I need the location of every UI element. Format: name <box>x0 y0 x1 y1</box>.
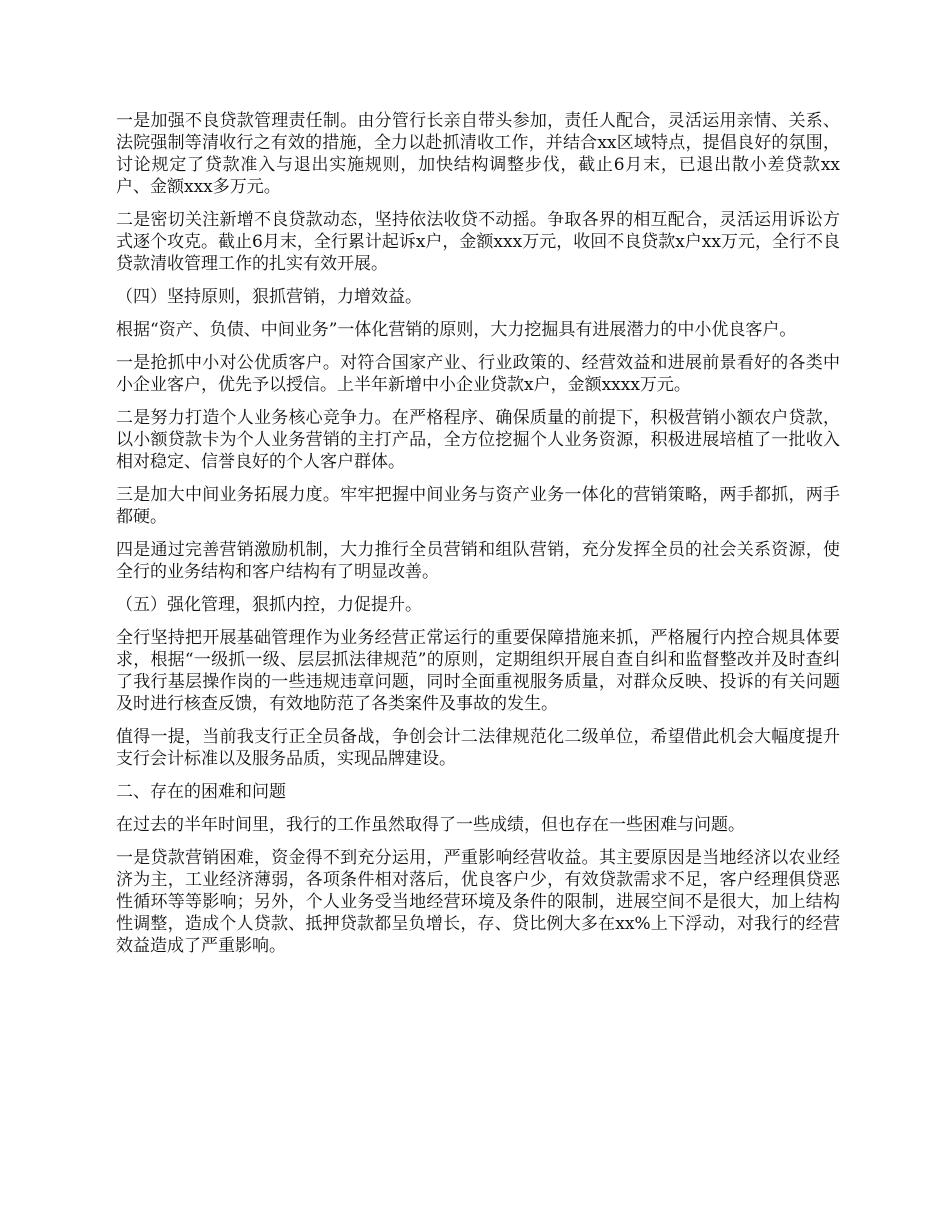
paragraph-loan-difficulty: 一是贷款营销困难，资金得不到充分运用，严重影响经营收益。其主要原因是当地经济以农业经济为主，工业经济薄弱，各项条件相对落后，优良客户少，有效贷款需求不足，客户经理俱贷恶性循环等等影响；另外，个人业务受当地经营环境及条件的限制，进展空间不是很大，加上结构性调整，造成个人贷款、抵押贷款都呈负增长，存、贷比例大多在xx%上下浮动，对我行的经营效益造成了严重影响。 <box>116 848 840 956</box>
paragraph-accounting-standard: 值得一提，当前我支行正全员备战，争创会计二法律规范化二级单位，希望借此机会大幅度提升支行会计标准以及服务品质，实现品牌建设。 <box>116 727 840 769</box>
paragraph-problems-intro: 在过去的半年时间里，我行的工作虽然取得了一些成绩，但也存在一些困难与问题。 <box>116 815 745 835</box>
paragraph-internal-control: 全行坚持把开展基础管理作为业务经营正常运行的重要保障措施来抓，严格履行内控合规具体要求，根据“一级抓一级、层层抓法律规范”的原则，定期组织开展自查自纠和监督整改并及时查纠了我行基层操作岗的一些违规违章问题，同时全面重视服务质量，对群众反映、投诉的有关问题及时进行核查反馈，有效地防范了各类案件及事故的发生。 <box>116 628 840 714</box>
paragraph-new-bad-loans: 二是密切关注新增不良贷款动态，坚持依法收贷不动摇。争取各界的相互配合，灵活运用诉讼方式逐个攻克。截止6月末，全行累计起诉x户，金额xxx万元，收回不良贷款x户xx万元，全行不良贷款清收管理工作的扎实有效开展。 <box>116 210 840 274</box>
paragraph-sme-clients: 一是抢抓中小对公优质客户。对符合国家产业、行业政策的、经营效益和进展前景看好的各类中小企业客户，优先予以授信。上半年新增中小企业贷款x户，金额xxxx万元。 <box>116 353 840 395</box>
section-heading-marketing: （四）坚持原则，狠抓营销，力增效益。 <box>116 287 422 307</box>
document-page <box>116 110 840 968</box>
paragraph-personal-business: 二是努力打造个人业务核心竞争力。在严格程序、确保质量的前提下，积极营销小额农户贷款，以小额贷款卡为个人业务营销的主打产品，全方位挖掘个人业务资源，积极进展培植了一批收入相对稳定、信誉良好的个人客户群体。 <box>116 408 840 472</box>
section-heading-management: （五）强化管理，狠抓内控，力促提升。 <box>116 595 422 615</box>
paragraph-intermediary-business: 三是加大中间业务拓展力度。牢牢把握中间业务与资产业务一体化的营销策略，两手都抓，两手都硬。 <box>116 485 840 527</box>
paragraph-loan-responsibility: 一是加强不良贷款管理责任制。由分管行长亲自带头参加，责任人配合，灵活运用亲情、关系、法院强制等清收行之有效的措施，全力以赴抓清收工作，并结合xx区域特点，提倡良好的氛围，讨论规定了贷款准入与退出实施规则，加快结构调整步伐，截止6月末，已退出散小差贷款xx户、金额xxx多万元。 <box>116 111 840 197</box>
section-heading-problems: 二、存在的困难和问题 <box>116 782 286 802</box>
paragraph-marketing-principle: 根据“资产、负债、中间业务”一体化营销的原则，大力挖掘具有进展潜力的中小优良客户。 <box>116 320 797 340</box>
paragraph-incentive-mechanism: 四是通过完善营销激励机制，大力推行全员营销和组队营销，充分发挥全员的社会关系资源，使全行的业务结构和客户结构有了明显改善。 <box>116 540 840 582</box>
